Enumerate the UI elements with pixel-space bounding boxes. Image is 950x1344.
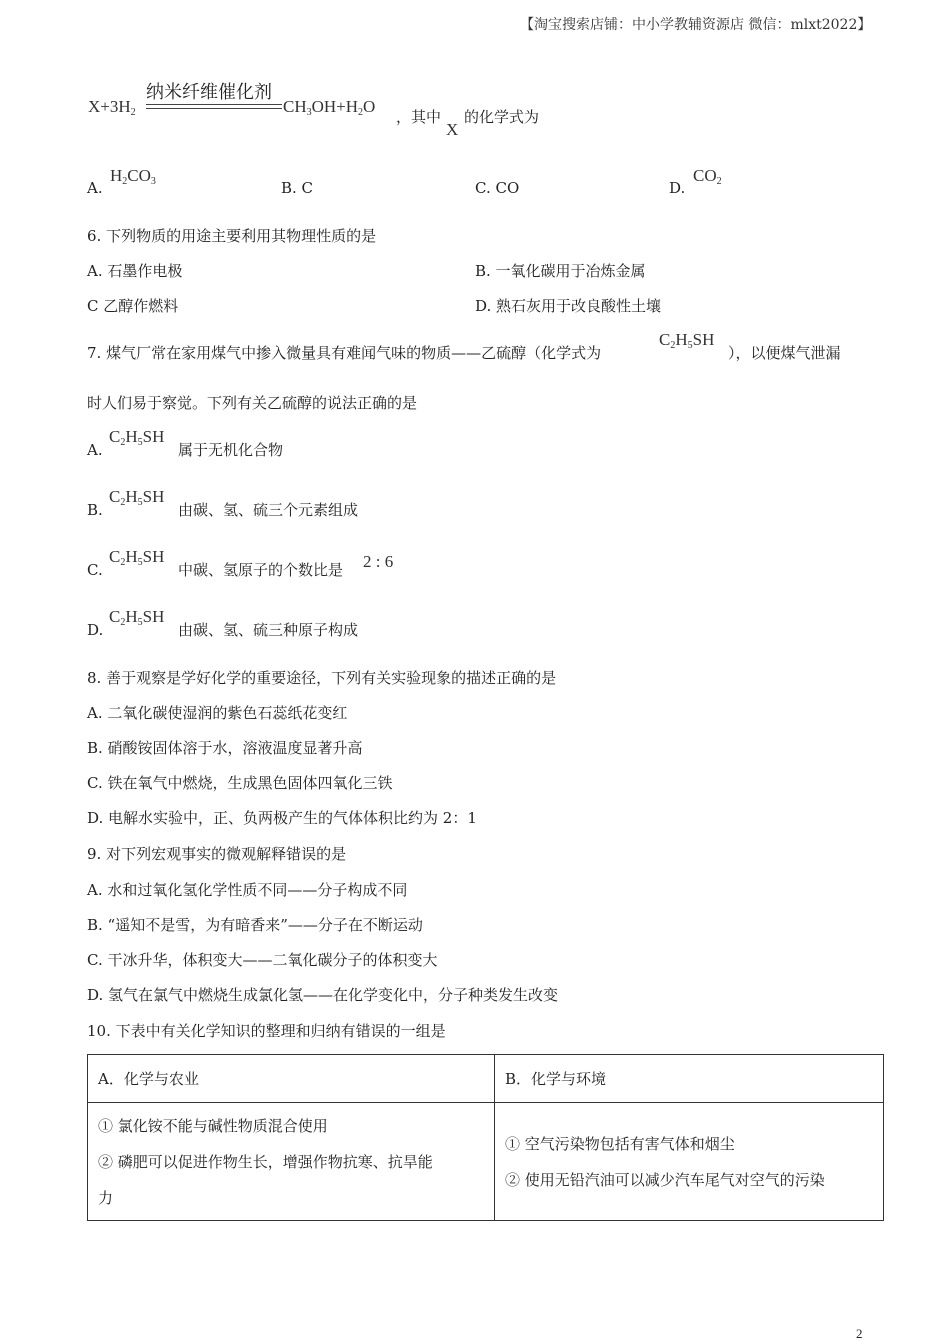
q7-stem-line2: 时人们易于察觉。下列有关乙硫醇的说法正确的是 bbox=[87, 394, 418, 412]
q6-stem: 6. 下列物质的用途主要利用其物理性质的是 bbox=[87, 227, 377, 245]
q6-option-a: A. 石墨作电极 bbox=[87, 262, 183, 280]
ethanethiol-formula: $C_2H_5SH$ bbox=[109, 427, 165, 448]
q7-stem-b: ），以便煤气泄漏 bbox=[728, 344, 841, 362]
q5-tail-a: ，其中 bbox=[396, 108, 442, 126]
document-page: 【淘宝搜索店铺：中小学教辅资源店 微信：mlxt2022】 $X+3H_2$ 纳米纤维催化剂 $CH_3OH+H_2O$ ，其中 X 的化学式为 A. $H_2CO_3$ B. C C. CO D. $CO_2$ 6. 下列物质的用途主要利用其物理性质的是 A. 石墨作电极 B. 一氧化碳用于冶炼金属 C 乙醇作燃料 D. 熟石灰用于改良酸性土壤 7. 煤气厂常在家用煤气中掺入微量具有难闻气味的物质——乙硫醇（化学式为 $C_2H_5SH$ ），以便煤气泄漏 时人们易于察觉。下列有关乙硫醇的说法正确的是 A. $C_2H_5SH$ 属于无机化合物 B. $C_2H_5SH$ 由碳、氢、硫三个元素组成 C. $C_2H_5SH$ 中碳、氢原子的个数比是 2 : 6 D. $C_2H_5SH$ 由碳、氢、硫三种原子构成 8. 善于观察是学好化学的重要途径，下列有关实验现象的描述正确的是 A. 二氧化碳使湿润的紫色石蕊纸花变红 B. 硝酸铵固体溶于水，溶液温度显著升高 C. 铁在氧气中燃烧，生成黑色固体四氧化三铁 D. 电解水实验中，正、负两极产生的气体体积比约为 2：1 9. 对下列宏观事实的微观解释错误的是 A. 水和过氧化氢化学性质不同——分子构成不同 B. “遥知不是雪，为有暗香来”——分子在不断运动 C. 干冰升华，体积变大——二氧化碳分子的体积变大 D. 氢气在氯气中燃烧生成氯化氢——在化学变化中，分子种类发生改变 10. 下表中有关化学知识的整理和归纳有错误的一组是 A．化学与农业 B．化学与环境 ① 氯化铵不能与碱性物质混合使用 ② 磷肥可以促进作物生长，增强作物抗寒、抗旱能 力 ① 空气污染物包括有害气体和烟尘 ② 使用无铅汽油可以减少汽车尾气对空气的污染 2 bbox=[0, 0, 950, 1344]
cell-b-line-1: ① 空气污染物包括有害气体和烟尘 bbox=[505, 1134, 735, 1153]
table-cell-a bbox=[88, 1103, 495, 1221]
q8-option-a: A. 二氧化碳使湿润的紫色石蕊纸花变红 bbox=[87, 704, 348, 722]
q8-stem: 8. 善于观察是学好化学的重要途径，下列有关实验现象的描述正确的是 bbox=[87, 669, 557, 687]
table-cell-b bbox=[495, 1103, 884, 1221]
equation-lhs: $X+3H_2$ bbox=[88, 97, 136, 118]
q9-option-c: C. 干冰升华，体积变大——二氧化碳分子的体积变大 bbox=[87, 951, 438, 969]
cell-a-line-3: 力 bbox=[98, 1188, 114, 1207]
table-header-a: A．化学与农业 bbox=[88, 1055, 495, 1103]
table-header-b: B．化学与环境 bbox=[495, 1055, 884, 1103]
knowledge-table bbox=[87, 1054, 884, 1221]
q10-stem: 10. 下表中有关化学知识的整理和归纳有错误的一组是 bbox=[87, 1022, 446, 1040]
q9-option-a: A. 水和过氧化氢化学性质不同——分子构成不同 bbox=[87, 881, 408, 899]
q8-option-c: C. 铁在氧气中燃烧，生成黑色固体四氧化三铁 bbox=[87, 774, 393, 792]
q7-stem-formula: $C_2H_5SH$ bbox=[659, 330, 715, 351]
q6-option-c: C 乙醇作燃料 bbox=[87, 297, 179, 315]
ethanethiol-formula: $C_2H_5SH$ bbox=[109, 547, 165, 568]
q5-option-b: B. C bbox=[281, 179, 314, 197]
page-header: 【淘宝搜索店铺：中小学教辅资源店 微信：mlxt2022】 bbox=[520, 17, 872, 33]
q6-option-d: D. 熟石灰用于改良酸性土壤 bbox=[475, 297, 662, 315]
ethanethiol-formula: $C_2H_5SH$ bbox=[109, 607, 165, 628]
equation-line-bottom bbox=[146, 108, 282, 109]
q5-option-a-formula: $H_2CO_3$ bbox=[110, 166, 156, 187]
equation-line-top bbox=[146, 104, 282, 105]
cell-a-line-2: ② 磷肥可以促进作物生长，增强作物抗寒、抗旱能 bbox=[98, 1152, 433, 1171]
equation-rhs: $CH_3OH+H_2O$ bbox=[283, 97, 376, 118]
table-content-row bbox=[88, 1103, 884, 1221]
q8-option-d: D. 电解水实验中，正、负两极产生的气体体积比约为 2：1 bbox=[87, 809, 477, 827]
atom-ratio: 2 : 6 bbox=[363, 552, 394, 571]
table-header-row bbox=[88, 1055, 884, 1103]
q6-option-b: B. 一氧化碳用于冶炼金属 bbox=[475, 262, 646, 280]
catalyst-condition: 纳米纤维催化剂 bbox=[146, 82, 272, 103]
q9-stem: 9. 对下列宏观事实的微观解释错误的是 bbox=[87, 845, 347, 863]
q5-option-a-label: A. bbox=[87, 179, 103, 197]
q9-option-d: D. 氢气在氯气中燃烧生成氯化氢——在化学变化中，分子种类发生改变 bbox=[87, 986, 559, 1004]
cell-b-line-2: ② 使用无铅汽油可以减少汽车尾气对空气的污染 bbox=[505, 1170, 825, 1189]
q8-option-b: B. 硝酸铵固体溶于水，溶液温度显著升高 bbox=[87, 739, 363, 757]
q9-option-b: B. “遥知不是雪，为有暗香来”——分子在不断运动 bbox=[87, 916, 423, 934]
page-number: 2 bbox=[856, 1326, 863, 1341]
q5-tail-b: 的化学式为 bbox=[464, 108, 540, 126]
x-symbol: X bbox=[446, 120, 459, 139]
ethanethiol-formula: $C_2H_5SH$ bbox=[109, 487, 165, 508]
q5-option-d-label: D. bbox=[669, 179, 686, 197]
q5-option-d-formula: $CO_2$ bbox=[693, 166, 722, 187]
q7-stem-a: 7. 煤气厂常在家用煤气中掺入微量具有难闻气味的物质——乙硫醇（化学式为 bbox=[87, 344, 602, 362]
q5-option-c: C. CO bbox=[475, 179, 520, 197]
cell-a-line-1: ① 氯化铵不能与碱性物质混合使用 bbox=[98, 1116, 328, 1135]
reactant-x: X bbox=[88, 97, 101, 116]
